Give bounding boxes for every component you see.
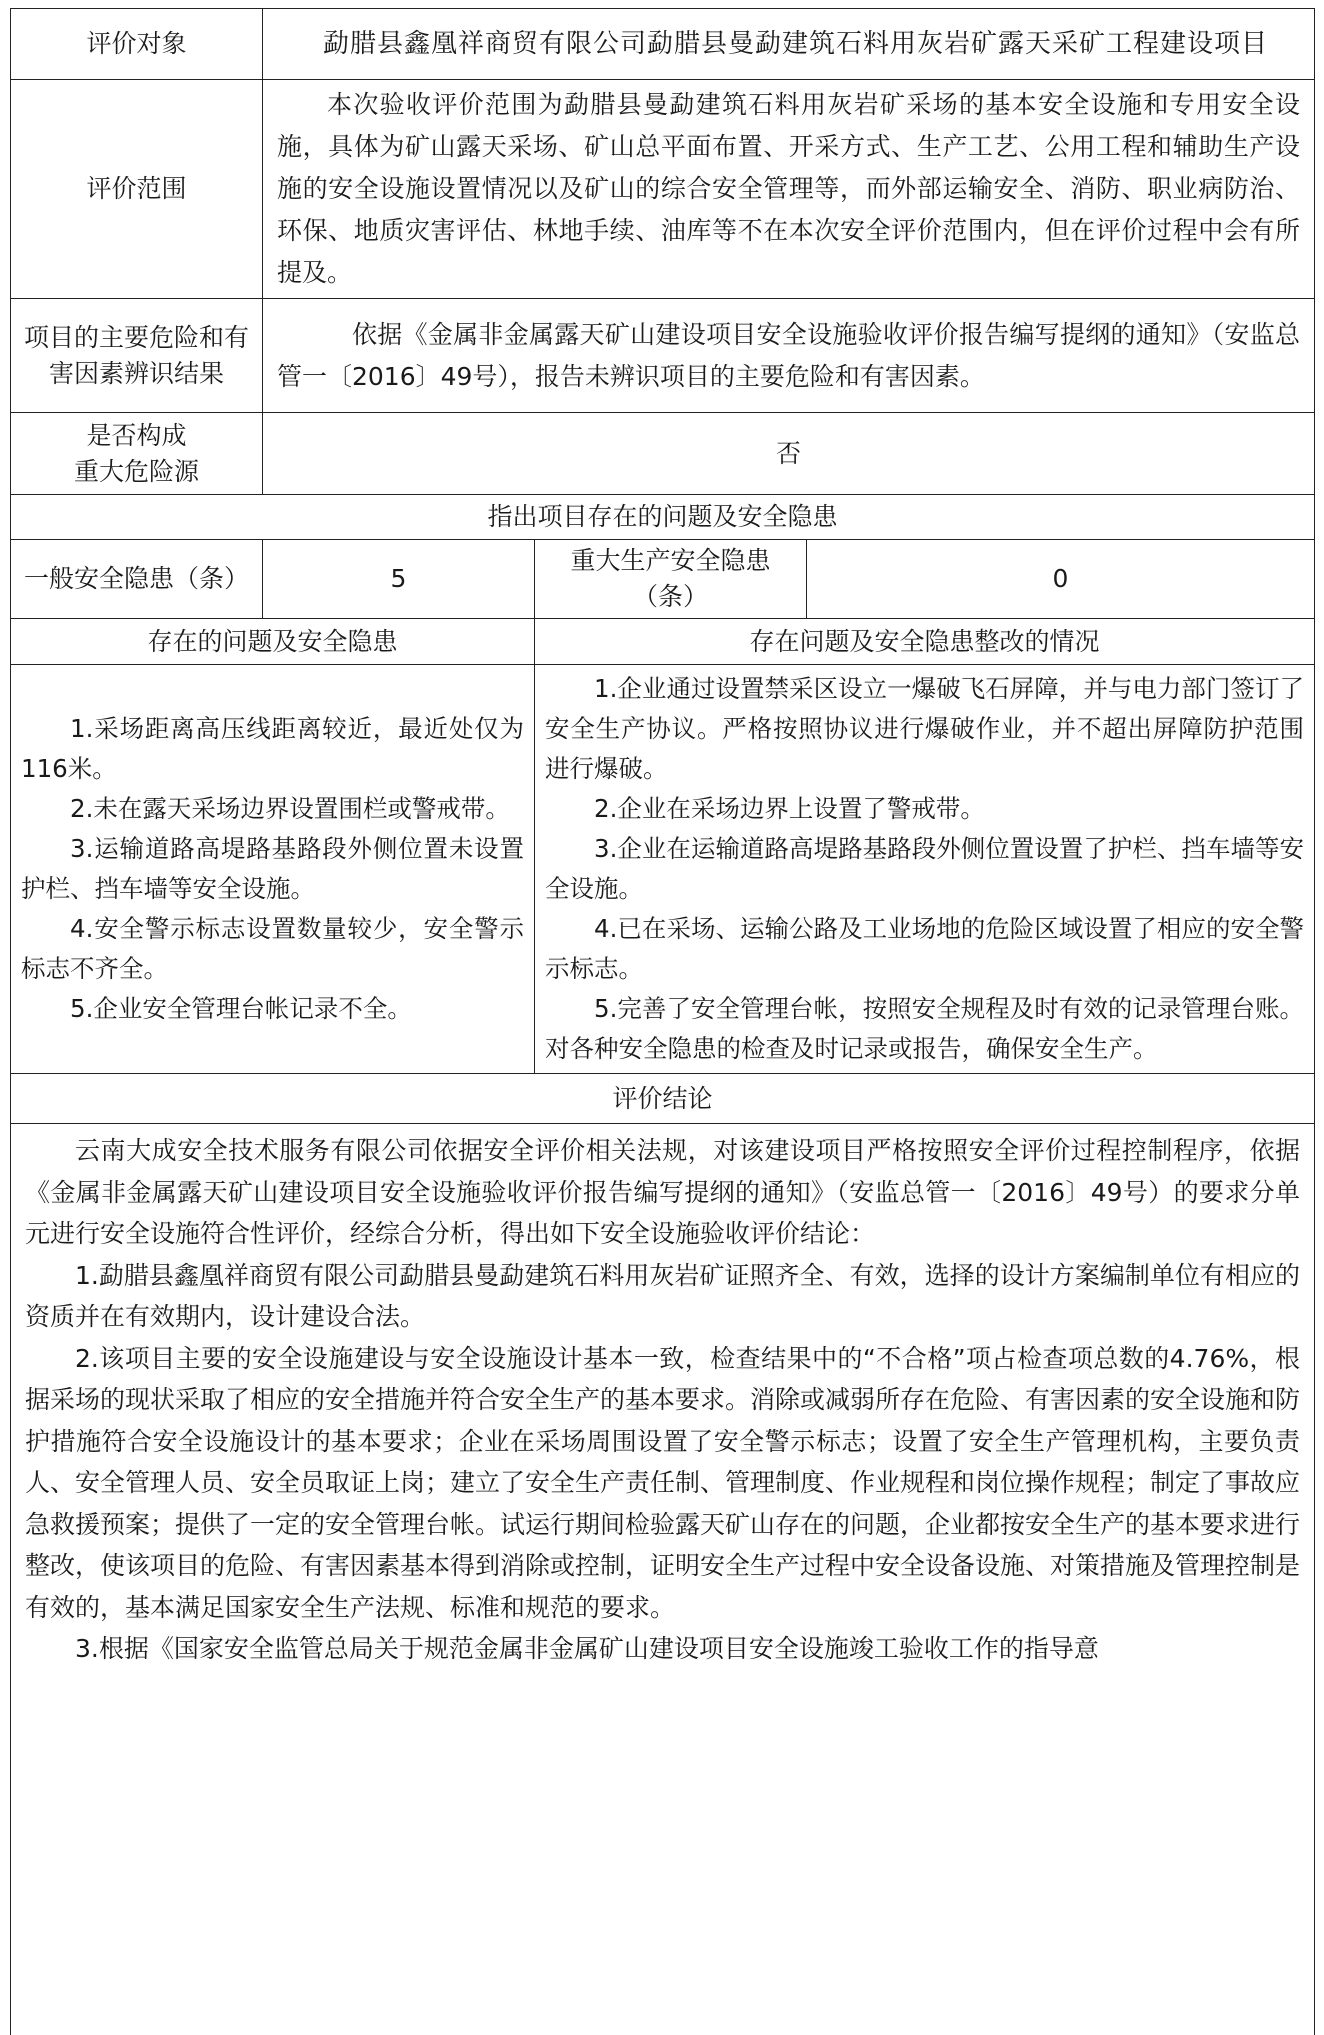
- row-hazard-counts: [11, 540, 1315, 619]
- conclusion-title: 评价结论: [11, 1074, 1315, 1124]
- rectification-item: 4.已在采场、运输公路及工业场地的危险区域设置了相应的安全警示标志。: [545, 909, 1304, 989]
- row-issue-column-headers: [11, 619, 1315, 665]
- major-hazard-source-label-line2: 重大危险源: [11, 454, 262, 490]
- row-evaluation-object: [11, 9, 1315, 80]
- major-hazard-count-label-line1: 重大生产安全隐患: [535, 543, 806, 579]
- conclusion-paragraph: 2.该项目主要的安全设施建设与安全设施设计基本一致，检查结果中的“不合格”项占检查项总数的4.76%，根据采场的现状采取了相应的安全措施并符合安全生产的基本要求。消除或减弱所存在危险、有害因素的安全设施和防护措施符合安全设施设计的基本要求；企业在采场周围设置了安全警示标志；设置了安全生产管理机构，主要负责人、安全管理人员、安全员取证上岗；建立了安全生产责任制、管理制度、作业规程和岗位操作规程；制定了事故应急救援预案；提供了一定的安全管理台帐。试运行期间检验露天矿山存在的问题，企业都按安全生产的基本要求进行整改，使该项目的危险、有害因素基本得到消除或控制，证明安全生产过程中安全设备设施、对策措施及管理控制是有效的，基本满足国家安全生产法规、标准和规范的要求。: [25, 1338, 1300, 1629]
- evaluation-object-label: 评价对象: [11, 9, 263, 80]
- issue-item: 4.安全警示标志设置数量较少，安全警示标志不齐全。: [21, 909, 524, 989]
- evaluation-scope-text: 本次验收评价范围为勐腊县曼勐建筑石料用灰岩矿采场的基本安全设施和专用安全设施，具体为矿山露天采场、矿山总平面布置、开采方式、生产工艺、公用工程和辅助生产设施的安全设施设置情况以及矿山的综合安全管理等，而外部运输安全、消防、职业病防治、环保、地质灾害评估、林地手续、油库等不在本次安全评价范围内，但在评价过程中会有所提及。: [277, 84, 1300, 294]
- conclusion-paragraph: 3.根据《国家安全监管总局关于规范金属非金属矿山建设项目安全设施竣工验收工作的指导意: [25, 1628, 1300, 1670]
- row-issues-section-title: [11, 495, 1315, 540]
- rectification-item: 2.企业在采场边界上设置了警戒带。: [545, 789, 1304, 829]
- row-issues-and-rectification: [11, 665, 1315, 1074]
- major-hazard-count-label: [535, 540, 807, 619]
- row-hazard-identification: [11, 299, 1315, 413]
- general-hazard-count-label: 一般安全隐患（条）: [11, 540, 263, 619]
- major-hazard-source-label-line1: 是否构成: [11, 418, 262, 454]
- issues-section-title: 指出项目存在的问题及安全隐患: [11, 495, 1315, 540]
- major-hazard-source-value: 否: [263, 413, 1315, 495]
- row-evaluation-scope: [11, 80, 1315, 299]
- issue-item: 5.企业安全管理台帐记录不全。: [21, 989, 524, 1029]
- evaluation-scope-label: 评价范围: [11, 80, 263, 299]
- rectification-column-header: 存在问题及安全隐患整改的情况: [535, 619, 1315, 665]
- rectification-list: [535, 665, 1315, 1074]
- evaluation-table: [10, 8, 1315, 2035]
- major-hazard-count-label-line2: （条）: [535, 579, 806, 615]
- row-conclusion-title: [11, 1074, 1315, 1124]
- major-hazard-source-label: [11, 413, 263, 495]
- conclusion-paragraph: 1.勐腊县鑫凰祥商贸有限公司勐腊县曼勐建筑石料用灰岩矿证照齐全、有效，选择的设计方案编制单位有相应的资质并在有效期内，设计建设合法。: [25, 1255, 1300, 1338]
- evaluation-scope-value: [263, 80, 1315, 299]
- rectification-item: 3.企业在运输道路高堤路基路段外侧位置设置了护栏、挡车墙等安全设施。: [545, 829, 1304, 909]
- hazard-identification-label: 项目的主要危险和有害因素辨识结果: [11, 299, 263, 413]
- evaluation-object-value: 勐腊县鑫凰祥商贸有限公司勐腊县曼勐建筑石料用灰岩矿露天采矿工程建设项目: [263, 9, 1315, 80]
- row-conclusion-body: [11, 1124, 1315, 2035]
- major-hazard-count-value: 0: [807, 540, 1315, 619]
- hazard-identification-value: [263, 299, 1315, 413]
- hazard-identification-text: 依据《金属非金属露天矿山建设项目安全设施验收评价报告编写提纲的通知》（安监总管一〔2016〕49号），报告未辨识项目的主要危险和有害因素。: [277, 314, 1300, 398]
- rectification-item: 5.完善了安全管理台帐，按照安全规程及时有效的记录管理台账。对各种安全隐患的检查及时记录或报告，确保安全生产。: [545, 989, 1304, 1069]
- issue-item: 3.运输道路高堤路基路段外侧位置未设置护栏、挡车墙等安全设施。: [21, 829, 524, 909]
- issue-item: 1.采场距离高压线距离较近，最近处仅为116米。: [21, 709, 524, 789]
- issues-list: [11, 665, 535, 1074]
- conclusion-paragraph: 云南大成安全技术服务有限公司依据安全评价相关法规，对该建设项目严格按照安全评价过程控制程序，依据《金属非金属露天矿山建设项目安全设施验收评价报告编写提纲的通知》（安监总管一〔2016〕49号）的要求分单元进行安全设施符合性评价，经综合分析，得出如下安全设施验收评价结论：: [25, 1130, 1300, 1255]
- general-hazard-count-value: 5: [263, 540, 535, 619]
- conclusion-body: [11, 1124, 1315, 2035]
- issue-item: 2.未在露天采场边界设置围栏或警戒带。: [21, 789, 524, 829]
- issues-column-header: 存在的问题及安全隐患: [11, 619, 535, 665]
- rectification-item: 1.企业通过设置禁采区设立一爆破飞石屏障，并与电力部门签订了安全生产协议。严格按照协议进行爆破作业，并不超出屏障防护范围进行爆破。: [545, 669, 1304, 789]
- row-major-hazard-source: [11, 413, 1315, 495]
